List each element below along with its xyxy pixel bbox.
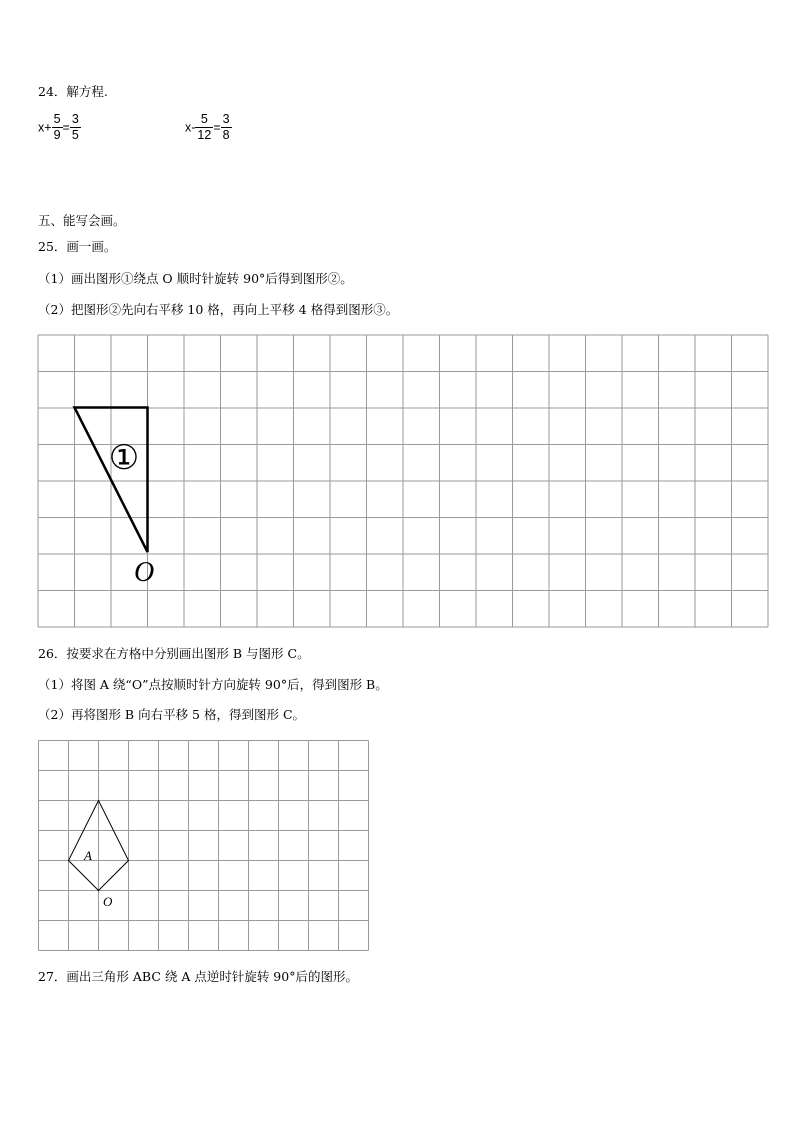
eq1-f1-denominator: 9 bbox=[53, 128, 61, 142]
q25-instruction-2: （2）把图形②先向右平移 10 格，再向上平移 4 格得到图形③。 bbox=[38, 302, 399, 317]
eq2-f2-numerator: 3 bbox=[222, 112, 230, 126]
eq2-f1-numerator: 5 bbox=[200, 112, 208, 126]
point-o-label-q26: O bbox=[103, 894, 113, 909]
q26-grid-lines bbox=[39, 741, 369, 951]
eq2-fraction-2 bbox=[221, 112, 232, 143]
q26-instruction-2: （2）再将图形 B 向右平移 5 格，得到图形 C。 bbox=[38, 707, 306, 722]
q25-instruction-1: （1）画出图形①绕点 O 顺时针旋转 90°后得到图形②。 bbox=[38, 271, 353, 286]
eq2-f2-denominator: 8 bbox=[222, 128, 230, 142]
eq1-operator: = bbox=[62, 120, 70, 135]
q24-equation-1 bbox=[38, 112, 81, 143]
eq2-prefix: x- bbox=[185, 120, 196, 135]
figure-a-label: A bbox=[84, 848, 92, 863]
point-o-label: O bbox=[134, 557, 155, 588]
eq1-fraction-2 bbox=[70, 112, 81, 143]
q24-equation-2 bbox=[185, 112, 232, 143]
q27-title: 27．画出三角形 ABC 绕 A 点逆时针旋转 90°后的图形。 bbox=[38, 969, 358, 984]
eq1-f2-numerator: 3 bbox=[71, 112, 79, 126]
q25-title: 25．画一画。 bbox=[38, 239, 117, 254]
q24-title: 24．解方程. bbox=[38, 84, 108, 99]
q26-grid bbox=[37, 738, 373, 954]
section-5-title: 五、能写会画。 bbox=[38, 213, 126, 228]
q26-title: 26．按要求在方格中分别画出图形 B 与图形 C。 bbox=[38, 646, 310, 661]
eq2-f1-denominator: 12 bbox=[197, 128, 212, 142]
eq1-prefix: x+ bbox=[38, 120, 52, 135]
eq1-f2-denominator: 5 bbox=[71, 128, 79, 142]
q26-instruction-1: （1）将图 A 绕“O”点按顺时针方向旋转 90°后，得到图形 B。 bbox=[38, 677, 388, 692]
eq2-operator: = bbox=[213, 120, 221, 135]
eq2-fraction-1 bbox=[195, 112, 213, 143]
q25-grid bbox=[37, 334, 771, 628]
eq1-f1-numerator: 5 bbox=[53, 112, 61, 126]
figure-1-label: ① bbox=[108, 438, 140, 478]
eq1-fraction-1 bbox=[52, 112, 63, 143]
